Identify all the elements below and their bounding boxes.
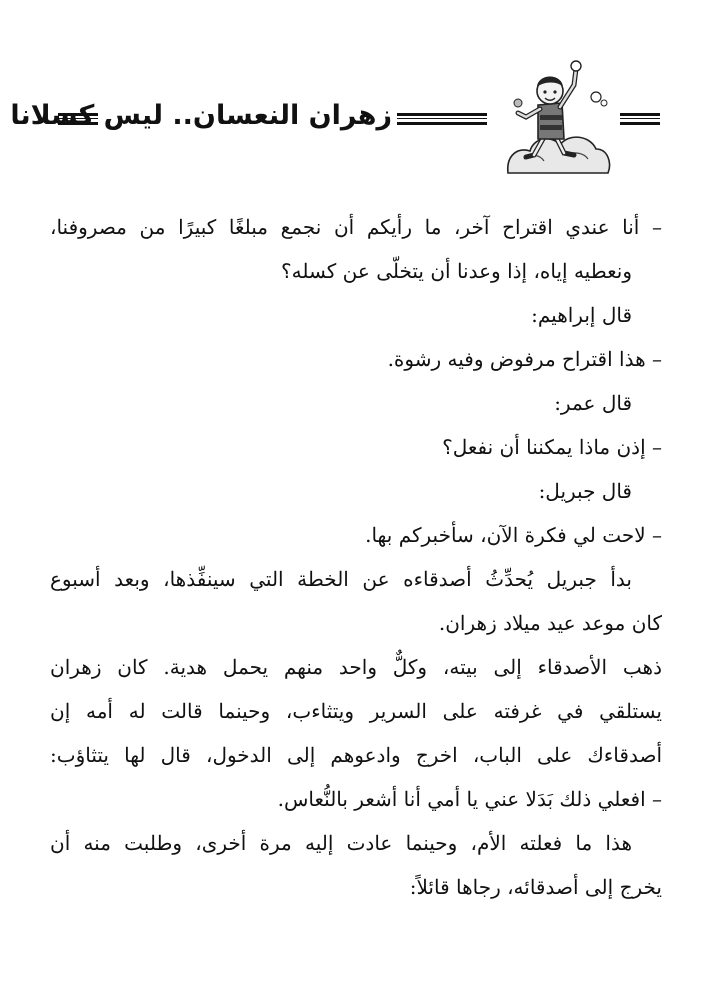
text-line-3: قال إبراهيم:	[531, 303, 632, 327]
boy-jumping-on-cloud-illustration	[504, 55, 612, 177]
text-line-1: – أنا عندي اقتراح آخر، ما رأيكم أن نجمع مبلغًا كبيرًا من مصروفنا،	[50, 215, 662, 239]
text-line-2: ونعطيه إياه، إذا وعدنا أن يتخلّى عن كسله؟	[281, 259, 632, 283]
text-line-7: قال جبريل:	[538, 479, 632, 503]
page-header	[0, 0, 720, 190]
text-line-16: يخرج إلى أصدقائه، رجاها قائلاً:	[409, 875, 662, 899]
header-rule-right	[620, 113, 660, 125]
text-line-15: هذا ما فعلته الأم، وحينما عادت إليه مرة أخرى، وطلبت منه أن	[50, 831, 632, 855]
text-line-6: – إذن ماذا يمكننا أن نفعل؟	[442, 435, 662, 459]
page-title: زهران النعسان.. ليس كسلانا	[10, 100, 392, 131]
text-line-10: كان موعد عيد ميلاد زهران.	[438, 611, 662, 635]
header-rule-middle	[397, 113, 487, 125]
text-line-8: – لاحت لي فكرة الآن، سأخبركم بها.	[365, 523, 662, 547]
text-line-9: بدأ جبريل يُحدِّثُ أصدقاءه عن الخطة التي سينفِّذها، وبعد أسبوع	[50, 567, 632, 591]
text-line-12: يستلقي في غرفته على السرير ويتثاءب، وحينما قالت له أمه إن	[50, 699, 662, 723]
text-line-11: ذهب الأصدقاء إلى بيته، وكلٌّ واحد منهم يحمل هدية. كان زهران	[50, 655, 662, 679]
text-line-4: – هذا اقتراح مرفوض وفيه رشوة.	[387, 347, 662, 371]
text-line-13: أصدقاءك على الباب، اخرج وادعوهم إلى الدخول، قال لها يتثاؤب:	[50, 743, 662, 767]
story-text	[50, 205, 662, 909]
text-line-14: – افعلي ذلك بَدَلا عني يا أمي أنا أشعر بالنُّعاس.	[277, 787, 662, 811]
text-line-5: قال عمر:	[554, 391, 632, 415]
